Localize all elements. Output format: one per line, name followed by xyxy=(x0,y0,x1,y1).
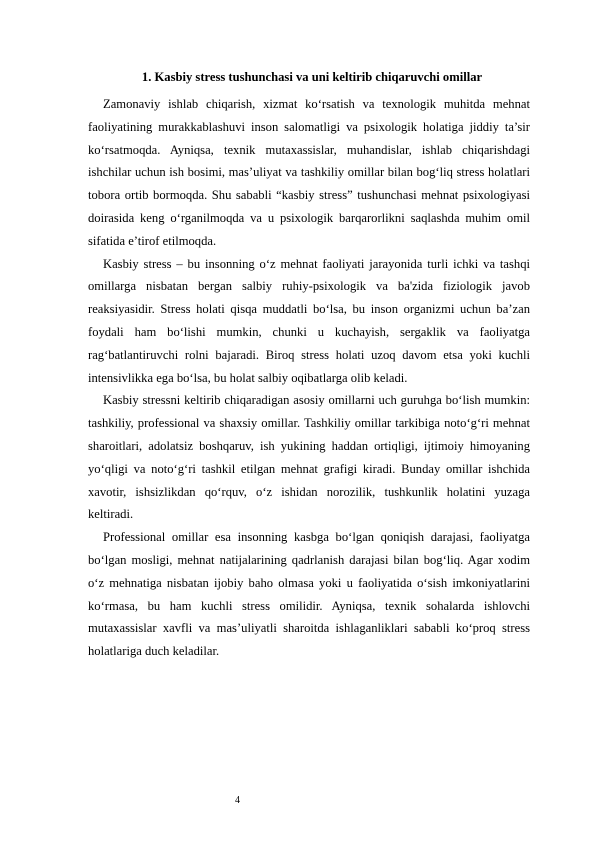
page-number: 4 xyxy=(235,795,240,806)
paragraph-2: Kasbiy stress – bu insonning o‘z mehnat faoliyati jarayonida turli ichki va tashqi omillarga nisbatan bergan salbiy ruhiy-psixologik va ba'zida fiziologik javob reaksiyasidir. Stress holati qisqa muddatli bo‘lsa, bu inson organizmi uchun ba’zan foydali ham bo‘lishi mumkin, chunki u kuchayish, sergaklik va faoliyatga rag‘batlantiruvchi rolni bajaradi. Biroq stress holati uzoq davom etsa yoki kuchli intensivlikka ega bo‘lsa, bu holat salbiy oqibatlarga olib keladi. xyxy=(88,256,530,385)
section-title: 1. Kasbiy stress tushunchasi va uni keltirib chiqaruvchi omillar xyxy=(141,70,483,84)
paragraph-4: Professional omillar esa insonning kasbga bo‘lgan qoniqish darajasi, faoliyatga bo‘lgan mosligi, mehnat natijalarining qadrlanish darajasi bilan bog‘liq. Agar xodim o‘z mehnatiga nisbatan ijobiy baho olmasa yoki u faoliyatida o‘sish imkoniyatlarini ko‘rmasa, bu ham kuchli stress omilidir. Ayniqsa, texnik sohalarda ishlovchi mutaxassislar xavfli va mas’uliyatli sharoitda ishlaganliklari sababli ko‘proq stress holatlariga duch keladilar. xyxy=(88,530,530,659)
paragraph-3: Kasbiy stressni keltirib chiqaradigan asosiy omillarni uch guruhga bo‘lish mumkin: tashkiliy, professional va shaxsiy omillar. Tashkiliy omillar tarkibiga noto‘g‘ri mehnat sharoitlari, adolatsiz boshqaruv, ish yukining haddan ortiqligi, ijtimoiy himoyaning yo‘qligi va noto‘g‘ri tashkil etilgan mehnat grafigi kiradi. Bunday omillar ishchida xavotir, ishsizlikdan qo‘rquv, o‘z ishidan norozilik, tushkunlik holatini yuzaga keltiradi. xyxy=(88,393,530,522)
paragraph-1: Zamonaviy ishlab chiqarish, xizmat ko‘rsatish va texnologik muhitda mehnat faoliyatining murakkablashuvi inson salomatligi va psixologik holatiga jiddiy ta’sir ko‘rsatmoqda. Ayniqsa, texnik mutaxassislar, muhandislar, ishlab chiqarishdagi ishchilar uchun ish bosimi, mas’uliyat va tashkiliy omillar bilan bog‘liq stress holatlari tobora ortib bormoqda. Shu sababli “kasbiy stress” tushunchasi mehnat psixologiyasi doirasida keng o‘rganilmoqda va u psixologik barqarorlikni saqlashda muhim omil sifatida e’tirof etilmoqda. xyxy=(88,97,530,248)
document-body xyxy=(88,93,530,663)
